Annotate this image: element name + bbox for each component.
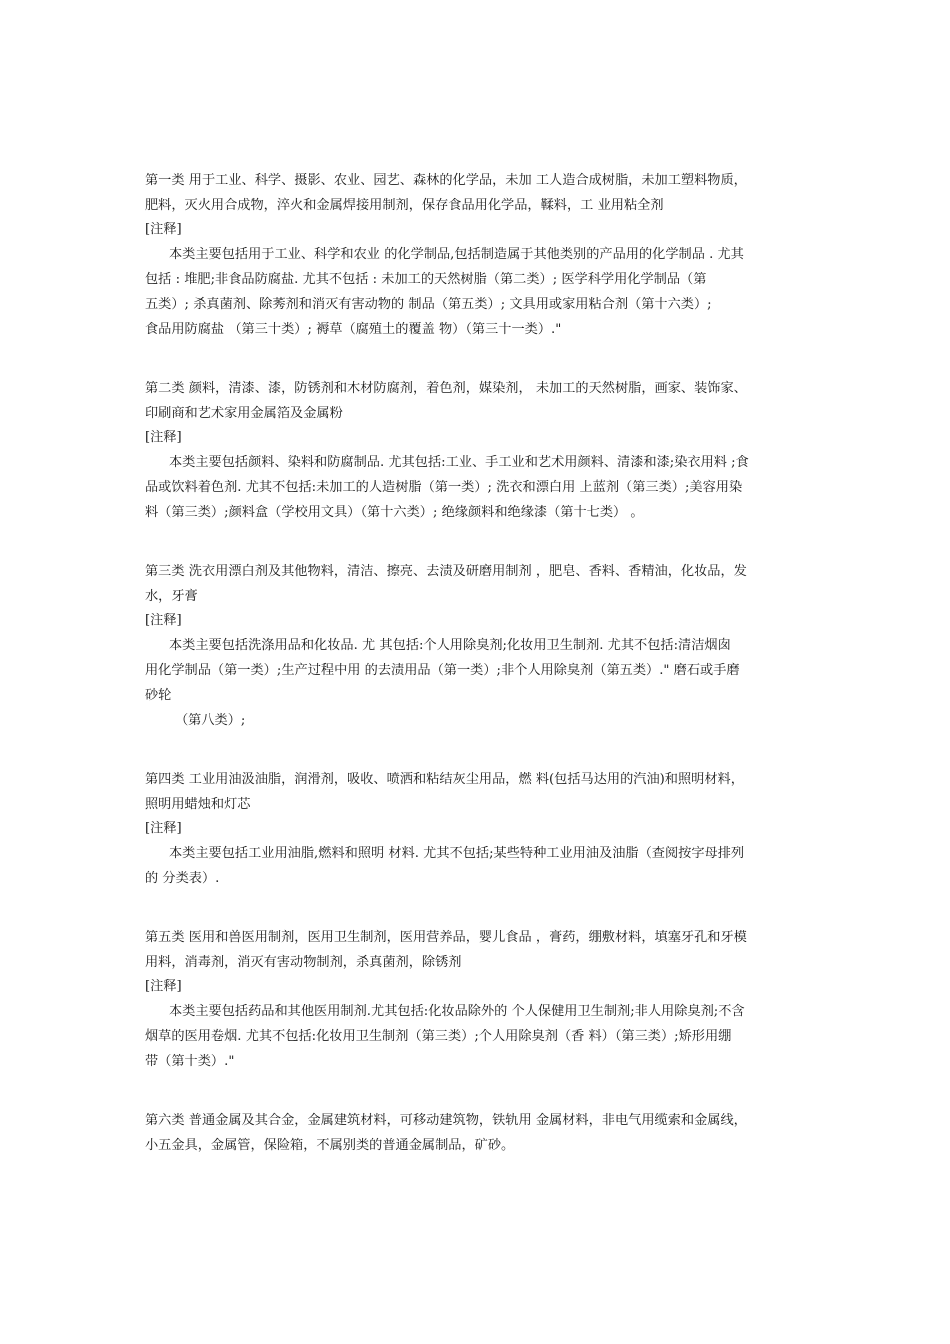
class-5-section (145, 925, 810, 1074)
class-3-title-line-1: 第三类 洗衣用漂白剂及其他物料，清洁、擦亮、去渍及研磨用制剂 ，肥皂、香料、香精油，化妆品，发 (145, 564, 747, 579)
class-6-title-line-2: 小五金具，金属管，保险箱，不属别类的普通金属制品，矿砂。 (145, 1138, 515, 1153)
class-1-note-line-4: 食品用防腐盐 （第三十类）; 褥草（腐殖土的覆盖 物）（第三十一类）." (145, 322, 562, 337)
class-2-title-line-2: 印刷商和艺术家用金属箔及金属粉 (145, 406, 343, 421)
class-4-note-line-2: 的 分类表）. (145, 871, 220, 886)
class-1-title-line-1: 第一类 用于工业、科学、摄影、农业、园艺、森林的化学品，未加 工人造合成树脂，未加工塑料物质， (145, 173, 747, 188)
class-4-title-line-2: 照明用蜡烛和灯芯 (145, 797, 251, 812)
class-2-title-line-1: 第二类 颜料，清漆、漆，防锈剂和木材防腐剂，着色剂，媒染剂， 未加工的天然树脂，画家、装饰家、 (145, 381, 747, 396)
class-4-note-label: [注释] (145, 821, 182, 836)
class-2-note-label: [注释] (145, 430, 182, 445)
class-6-title-line-1: 第六类 普通金属及其合金，金属建筑材料，可移动建筑物，铁轨用 金属材料，非电气用缆索和金属线， (145, 1113, 747, 1128)
section-spacer (145, 891, 810, 925)
class-4-note-line-1: 本类主要包括工业用油脂,燃料和照明 材料. 尤其不包括;某些特种工业用油及油脂（查阅按字母排列 (169, 846, 745, 861)
class-3-note-tail: （第八类）; (175, 713, 246, 728)
class-5-note-line-3: 带（第十类）." (145, 1054, 235, 1069)
class-4-section (145, 767, 810, 891)
class-1-title-line-2: 肥料，灭火用合成物，淬火和金属焊接用制剂，保存食品用化学品，鞣料，工 业用粘全剂 (145, 198, 664, 213)
class-5-note-line-2: 烟草的医用卷烟. 尤其不包括:化妆用卫生制剂（第三类）;个人用除臭剂（香 料）（第三类）;矫形用绷 (145, 1029, 732, 1044)
class-3-note-label: [注释] (145, 613, 182, 628)
section-spacer (145, 733, 810, 767)
class-3-note-line-3: 砂轮 (145, 688, 172, 703)
class-2-section (145, 376, 810, 525)
document-body (145, 168, 810, 1158)
class-3-note-line-1: 本类主要包括洗涤用品和化妆品. 尤 其包括:个人用除臭剂;化妆用卫生制剂. 尤其不包括:清洁烟囱 (169, 638, 731, 653)
section-spacer (145, 1074, 810, 1108)
class-1-note-line-2: 包括 : 堆肥;非食品防腐盐. 尤其不包括 : 未加工的天然树脂（第二类）; 医学科学用化学制品（第 (145, 272, 707, 287)
class-5-note-line-1: 本类主要包括药品和其他医用制剂.尤其包括:化妆品除外的 个人保健用卫生制剂;非人用除臭剂;不含 (169, 1004, 745, 1019)
class-1-note-line-3: 五类）; 杀真菌剂、除莠剂和消灭有害动物的 制品（第五类）; 文具用或家用粘合剂（第十六类）; (145, 297, 712, 312)
section-spacer (145, 525, 810, 559)
class-4-title-line-1: 第四类 工业用油汲油脂，润滑剂，吸收、喷洒和粘结灰尘用品，燃 料(包括马达用的汽油)和照明材料， (145, 772, 744, 787)
section-spacer (145, 342, 810, 376)
class-1-section (145, 168, 810, 342)
class-6-section (145, 1108, 810, 1158)
class-3-section (145, 559, 810, 733)
class-2-note-line-3: 料（第三类）;颜料盒（学校用文具）（第十六类）; 绝缘颜料和绝缘漆（第十七类） 。 (145, 505, 644, 520)
class-1-note-line-1: 本类主要包括用于工业、科学和农业 的化学制品,包括制造属于其他类别的产品用的化学制品 . 尤其 (169, 247, 744, 262)
class-3-note-line-2: 用化学制品（第一类）;生产过程中用 的去渍用品（第一类）;非个人用除臭剂（第五类）." 磨石或手磨 (145, 663, 740, 678)
class-3-title-line-2: 水，牙膏 (145, 589, 198, 604)
class-5-title-line-2: 用料，消毒剂，消灭有害动物制剂，杀真菌剂，除锈剂 (145, 955, 462, 970)
class-2-note-line-2: 品或饮料着色剂. 尤其不包括:未加工的人造树脂（第一类）; 洗衣和漂白用 上蓝剂（第三类）;美容用染 (145, 480, 743, 495)
class-5-note-label: [注释] (145, 979, 182, 994)
class-2-note-line-1: 本类主要包括颜料、染料和防腐制品. 尤其包括:工业、手工业和艺术用颜料、清漆和漆;染衣用料 ;食 (169, 455, 749, 470)
class-1-note-label: [注释] (145, 222, 182, 237)
class-5-title-line-1: 第五类 医用和兽医用制剂，医用卫生制剂，医用营养品，婴儿食品 ，膏药，绷敷材料，填塞牙孔和牙模 (145, 930, 747, 945)
